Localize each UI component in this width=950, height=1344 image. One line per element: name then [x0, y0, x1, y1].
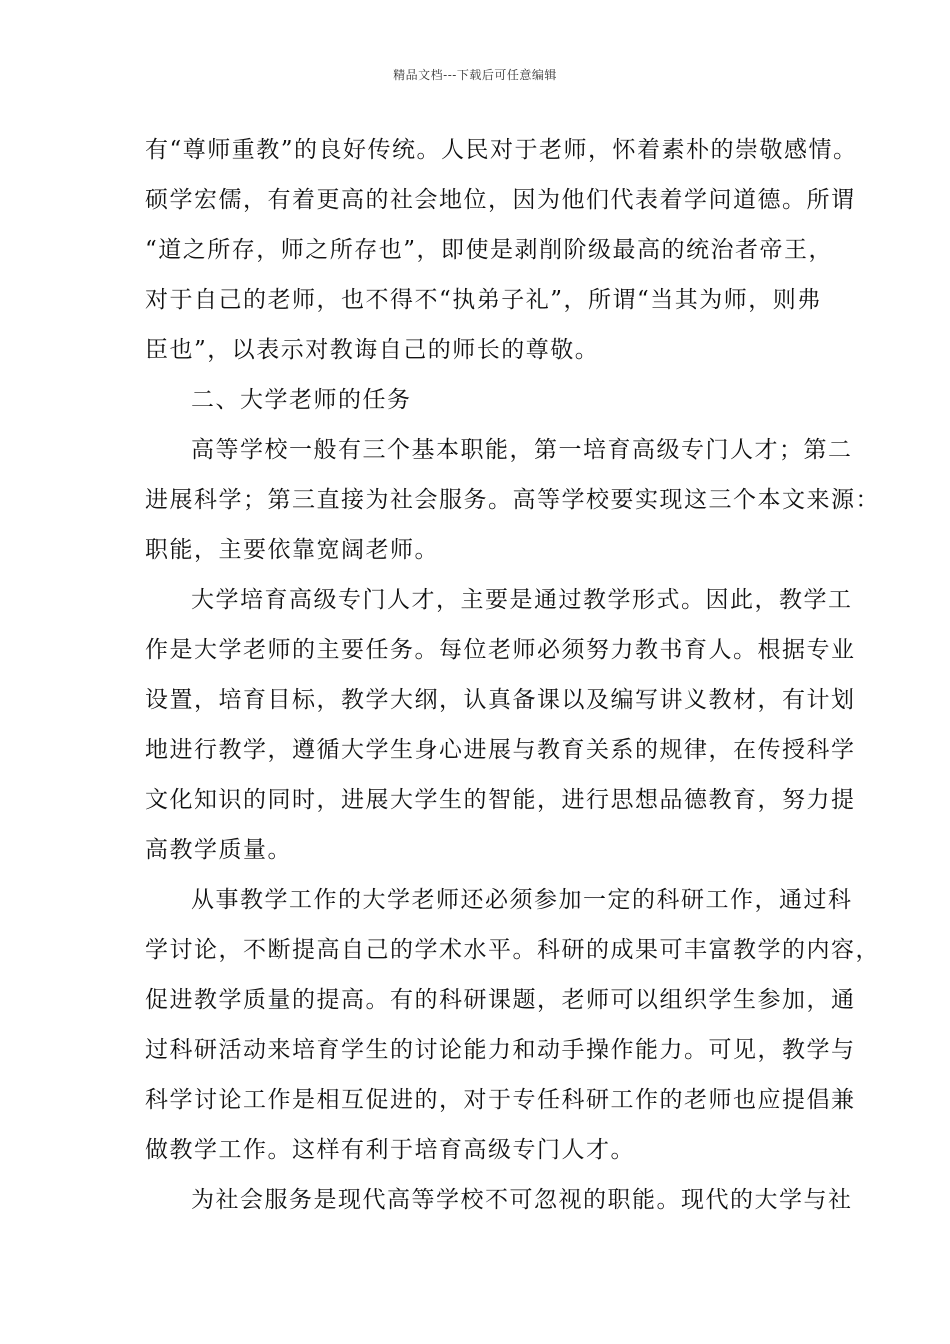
text-line: 文化知识的同时，进展大学生的智能，进行思想品德教育，努力提	[145, 787, 856, 813]
page-header: 精品文档---下载后可任意编辑	[393, 68, 557, 82]
text-line: 高等学校一般有三个基本职能，第一培育高级专门人才；第二	[191, 437, 853, 463]
text-line: 有“尊师重教”的良好传统。人民对于老师，怀着素朴的崇敬感情。	[145, 137, 858, 163]
text-line: 科学讨论工作是相互促进的，对于专任科研工作的老师也应提倡兼	[145, 1087, 856, 1113]
text-line: 作是大学老师的主要任务。每位老师必须努力教书育人。根据专业	[145, 637, 856, 663]
section-heading: 二、大学老师的任务	[191, 387, 412, 413]
text-line: 高教学质量。	[145, 837, 292, 863]
text-line: 地进行教学，遵循大学生身心进展与教育关系的规律，在传授科学	[145, 737, 856, 763]
text-line: 职能，主要依靠宽阔老师。	[145, 537, 439, 563]
text-line: 为社会服务是现代高等学校不可忽视的职能。现代的大学与社	[191, 1187, 853, 1213]
text-line: “道之所存，师之所存也”，即使是剥削阶级最高的统治者帝王，	[145, 237, 834, 263]
text-line: 促进教学质量的提高。有的科研课题，老师可以组织学生参加，通	[145, 987, 856, 1013]
text-line: 硕学宏儒，有着更高的社会地位，因为他们代表着学问道德。所谓	[145, 187, 856, 213]
text-line: 设置，培育目标，教学大纲，认真备课以及编写讲义教材，有计划	[145, 687, 856, 713]
text-line: 大学培育高级专门人才，主要是通过教学形式。因此，教学工	[191, 587, 853, 613]
text-line: 对于自己的老师，也不得不“执弟子礼”，所谓“当其为师，则弗	[145, 287, 822, 313]
text-line: 做教学工作。这样有利于培育高级专门人才。	[145, 1137, 635, 1163]
text-line: 臣也”，以表示对教诲自己的师长的尊敬。	[145, 337, 600, 363]
text-line: 进展科学；第三直接为社会服务。高等学校要实现这三个本文来源：	[145, 487, 880, 513]
text-line: 从事教学工作的大学老师还必须参加一定的科研工作，通过科	[191, 887, 853, 913]
text-line: 学讨论，不断提高自己的学术水平。科研的成果可丰富教学的内容，	[145, 937, 880, 963]
text-line: 过科研活动来培育学生的讨论能力和动手操作能力。可见，教学与	[145, 1037, 856, 1063]
